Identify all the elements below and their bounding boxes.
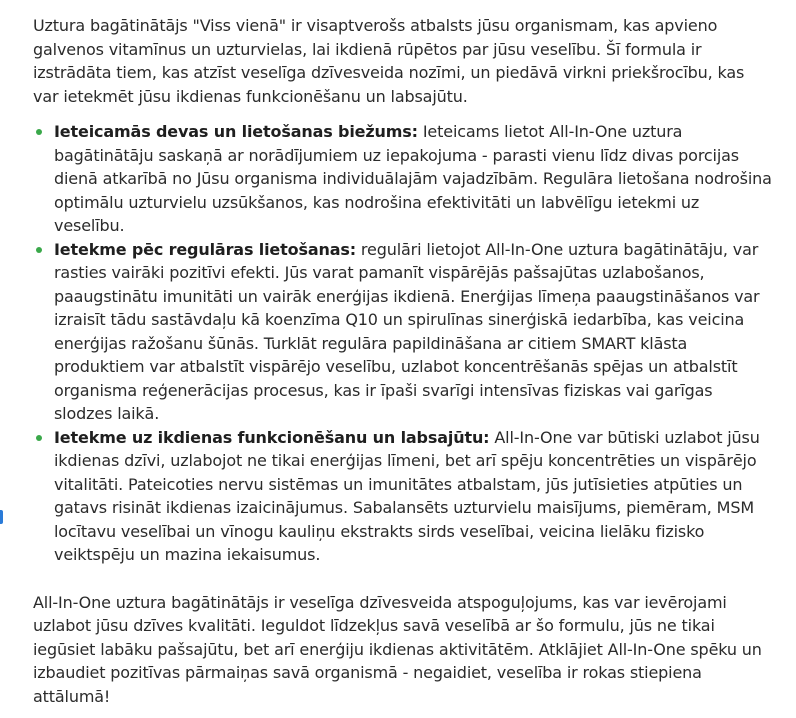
bullet-icon	[36, 129, 42, 135]
benefit-heading: Ieteicamās devas un lietošanas biežums:	[54, 122, 418, 141]
bullet-icon	[36, 435, 42, 441]
intro-paragraph: Uztura bagātinātājs "Viss vienā" ir visaptverošs atbalsts jūsu organismam, kas apvieno galvenos vitamīnus un uzturvielas, lai ikdienā rūpētos par jūsu veselību. Šī formula ir izstrādāta tiem, kas atzīst veselīga dzīvesveida nozīmi, un piedāvā virkni priekšrocību, kas var ietekmēt jūsu ikdienas funkcionēšanu un labsajūtu.	[33, 16, 745, 106]
benefit-text: regulāri lietojot All-In-One uztura bagātinātāju, var rasties vairāki pozitīvi efekti. Jūs varat pamanīt vispārējās pašsajūtas uzlabošanos, paaugstinātu imunitāti un vairāk enerģijas ikdienā. Enerģijas līmeņa paaugstināšanos var izraisīt tādu sastāvdaļu kā koenzīma Q10 un spirulīnas sinerģiskā iedarbība, kas veicina enerģijas ražošanu šūnās. Turklāt regulāra papildināšana ar citiem SMART klāsta produktiem var atbalstīt vispārējo veselību, uzlabot koncentrēšanās spējas un atbalstīt organisma reģenerācijas procesus, kas ir īpaši svarīgi intensīvas fiziskas vai garīgas slodzes laikā.	[54, 239, 760, 423]
benefit-heading: Ietekme uz ikdienas funkcionēšanu un labsajūtu:	[54, 427, 490, 447]
benefit-item-regular-use	[33, 238, 773, 426]
benefit-item-dosage	[33, 120, 773, 238]
benefit-text: Ieteicams lietot All-In-One uztura bagātinātāju saskaņā ar norādījumiem uz iepakojuma - parasti vienu līdz divas porcijas dienā atkarībā no Jūsu organisma individuālajām vajadzībām. Regulāra lietošana nodrošina optimālu uzturvielu uzsūkšanos, kas nodrošina efektivitāti un labvēlīgu ietekmi uz veselību.	[54, 122, 772, 235]
bullet-icon	[36, 247, 42, 253]
product-description	[33, 14, 773, 708]
page-edge-marker	[0, 510, 3, 524]
benefit-item-daily-functioning	[33, 426, 773, 567]
benefit-text: All-In-One var būtiski uzlabot jūsu ikdienas dzīvi, uzlabojot ne tikai enerģijas līmeni, bet arī spēju koncentrēties un vispārējo vitalitāti. Pateicoties nervu sistēmas un imunitātes atbalstam, jūs jutīsieties atpūties un gatavs risināt ikdienas izaicinājumus. Sabalansēts uzturvielu maisījums, piemēram, MSM locītavu veselībai un vīnogu kauliņu ekstrakts sirds veselībai, veicina lielāku fizisko veiktspēju un mazina iekaisumus.	[54, 427, 760, 564]
benefit-heading: Ietekme pēc regulāras lietošanas:	[54, 239, 356, 259]
benefits-list	[33, 120, 773, 567]
closing-paragraph: All-In-One uztura bagātinātājs ir veselīga dzīvesveida atspoguļojums, kas var ievērojami uzlabot jūsu dzīves kvalitāti. Ieguldot līdzekļus savā veselībā ar šo formulu, jūs ne tikai iegūsiet labāku pašsajūtu, bet arī enerģiju ikdienas aktivitātēm. Atklājiet All-In-One spēku un izbaudiet pozitīvas pārmaiņas savā organismā - negaidiet, veselība ir rokas stiepiena attālumā!	[33, 592, 762, 706]
